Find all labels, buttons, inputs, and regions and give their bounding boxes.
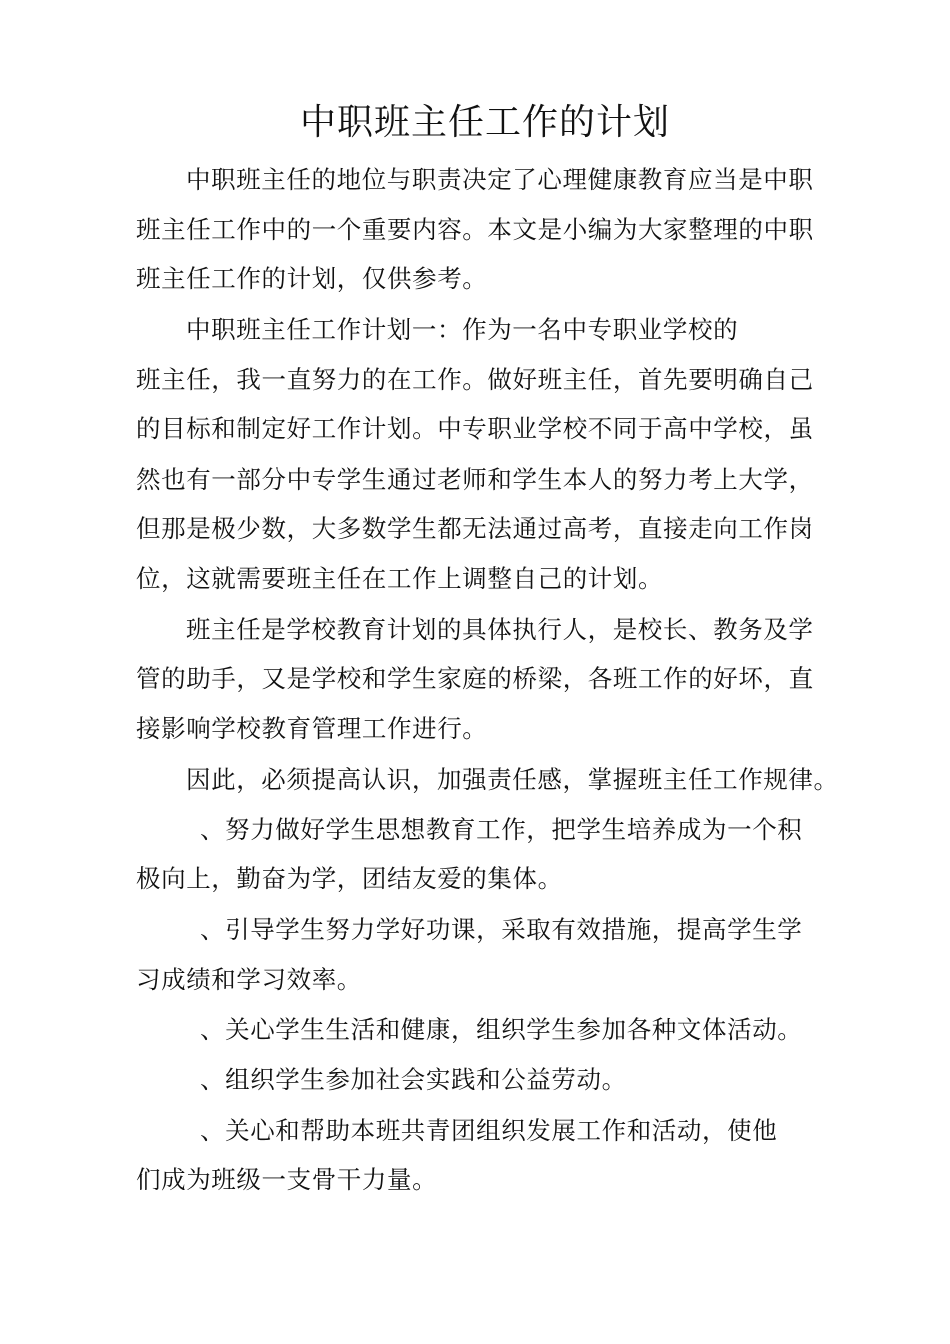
list-item-line: 、引导学生努力学好功课，采取有效措施，提高学生学 bbox=[200, 915, 803, 944]
text-line: 的目标和制定好工作计划。中专职业学校不同于高中学校，虽 bbox=[136, 414, 814, 443]
text-line: 位，这就需要班主任在工作上调整自己的计划。 bbox=[136, 564, 664, 593]
list-item-line: 、关心和帮助本班共青团组织发展工作和活动，使他 bbox=[200, 1116, 778, 1145]
text-line: 班主任，我一直努力的在工作。做好班主任，首先要明确自己 bbox=[136, 365, 814, 394]
text-line: 中职班主任工作计划一：作为一名中专职业学校的 bbox=[186, 315, 739, 344]
text-line: 接影响学校教育管理工作进行。 bbox=[136, 714, 488, 743]
text-line: 但那是极少数，大多数学生都无法通过高考，直接走向工作岗 bbox=[136, 514, 814, 543]
list-item-line: 、努力做好学生思想教育工作，把学生培养成为一个积 bbox=[200, 815, 803, 844]
text-line: 极向上，勤奋为学，团结友爱的集体。 bbox=[136, 864, 563, 893]
text-line: 因此，必须提高认识，加强责任感，掌握班主任工作规律。 bbox=[186, 765, 839, 794]
text-line: 习成绩和学习效率。 bbox=[136, 965, 362, 994]
text-line: 班主任工作中的一个重要内容。本文是小编为大家整理的中职 bbox=[136, 215, 814, 244]
list-item-line: 、组织学生参加社会实践和公益劳动。 bbox=[200, 1065, 627, 1094]
text-line: 管的助手，又是学校和学生家庭的桥梁，各班工作的好坏，直 bbox=[136, 664, 814, 693]
list-item-line: 、关心学生生活和健康，组织学生参加各种文体活动。 bbox=[200, 1015, 803, 1044]
text-line: 班主任工作的计划，仅供参考。 bbox=[136, 264, 488, 293]
text-line: 们成为班级一支骨干力量。 bbox=[136, 1165, 438, 1194]
document-title: 中职班主任工作的计划 bbox=[299, 102, 670, 143]
text-line: 然也有一部分中专学生通过老师和学生本人的努力考上大学， bbox=[136, 465, 814, 494]
text-line: 中职班主任的地位与职责决定了心理健康教育应当是中职 bbox=[186, 165, 814, 194]
text-line: 班主任是学校教育计划的具体执行人，是校长、教务及学 bbox=[186, 615, 814, 644]
